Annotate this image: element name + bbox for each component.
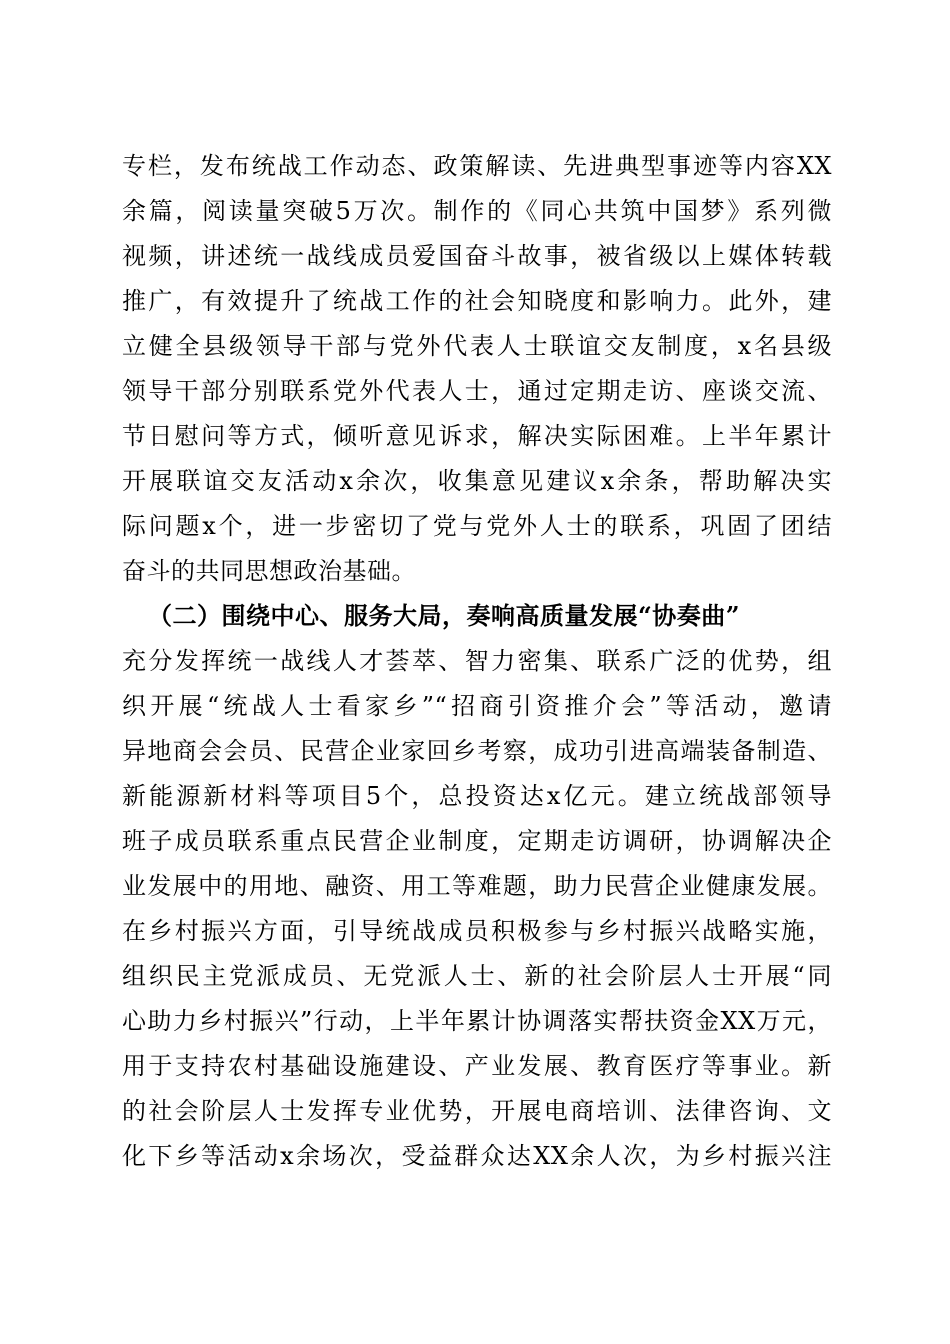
- paragraph1-line: 际问题x个，进一步密切了党与党外人士的联系，巩固了团结: [122, 512, 832, 540]
- paragraph1-line: 节日慰问等方式，倾听意见诉求，解决实际困难。上半年累计: [122, 422, 832, 450]
- paragraph1-line: 余篇，阅读量突破5万次。制作的《同心共筑中国梦》系列微: [122, 197, 832, 225]
- paragraph2-line: 化下乡等活动x余场次，受益群众达XX余人次，为乡村振兴注: [122, 1142, 832, 1170]
- paragraph1-line: 推广，有效提升了统战工作的社会知晓度和影响力。此外，建: [122, 287, 832, 315]
- paragraph2-line: 用于支持农村基础设施建设、产业发展、教育医疗等事业。新: [122, 1052, 832, 1080]
- paragraph2-line: 充分发挥统一战线人才荟萃、智力密集、联系广泛的优势，组: [122, 647, 832, 675]
- paragraph2-line: 异地商会会员、民营企业家回乡考察，成功引进高端装备制造、: [122, 737, 832, 765]
- paragraph2-line: 心助力乡村振兴”行动，上半年累计协调落实帮扶资金XX万元，: [122, 1007, 832, 1035]
- paragraph1-line: 领导干部分别联系党外代表人士，通过定期走访、座谈交流、: [122, 377, 832, 405]
- paragraph2-line: 织开展“统战人士看家乡”“招商引资推介会”等活动，邀请: [122, 692, 832, 720]
- paragraph1-line: 开展联谊交友活动x余次，收集意见建议x余条，帮助解决实: [122, 467, 832, 495]
- paragraph1-line: 奋斗的共同思想政治基础。: [122, 557, 416, 585]
- paragraph2-line: 班子成员联系重点民营企业制度，定期走访调研，协调解决企: [122, 827, 832, 855]
- paragraph2-line: 业发展中的用地、融资、用工等难题，助力民营企业健康发展。: [122, 872, 832, 900]
- paragraph2-line: 新能源新材料等项目5个，总投资达x亿元。建立统战部领导: [122, 782, 832, 810]
- paragraph1-line: 立健全县级领导干部与党外代表人士联谊交友制度，x名县级: [122, 332, 832, 360]
- paragraph2-line: 组织民主党派成员、无党派人士、新的社会阶层人士开展“同: [122, 962, 832, 990]
- section-heading: （二）围绕中心、服务大局，奏响高质量发展“协奏曲”: [148, 601, 741, 630]
- paragraph2-line: 在乡村振兴方面，引导统战成员积极参与乡村振兴战略实施，: [122, 917, 832, 945]
- paragraph1-line: 视频，讲述统一战线成员爱国奋斗故事，被省级以上媒体转载: [122, 242, 832, 270]
- paragraph2-line: 的社会阶层人士发挥专业优势，开展电商培训、法律咨询、文: [122, 1097, 832, 1125]
- paragraph1-line: 专栏，发布统战工作动态、政策解读、先进典型事迹等内容XX: [122, 152, 832, 180]
